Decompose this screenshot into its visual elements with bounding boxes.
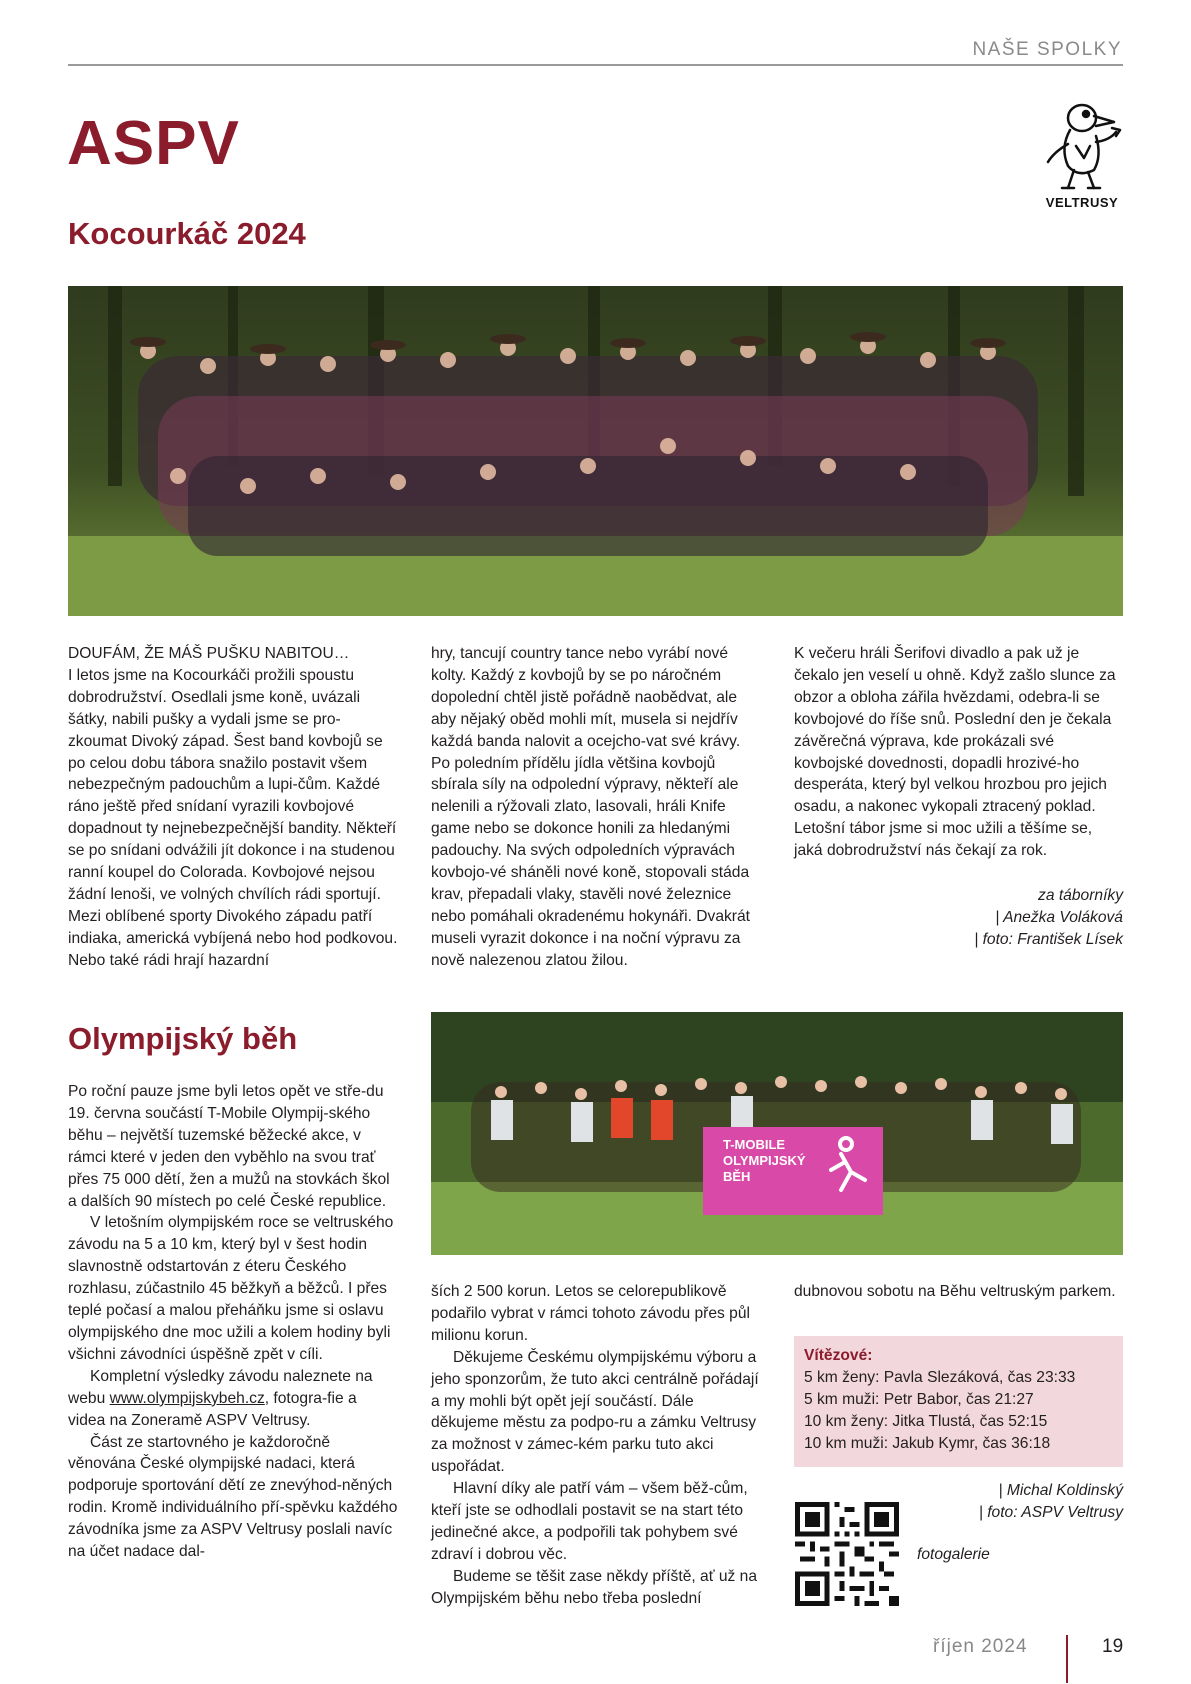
credit-line: | Michal Koldinský xyxy=(998,1482,1123,1499)
article1-column-3 xyxy=(794,643,1124,862)
winner-item: 5 km muži: Petr Babor, čas 21:27 xyxy=(804,1390,1034,1408)
credit-line: | foto: ASPV Veltrusy xyxy=(978,1503,1123,1521)
article1-paragraph: I letos jsme na Kocourkáči prožili spoustu dobrodružství. Osedlali jsme koně, uvázali šátky, nabili pušky a vydali jsme se pro-zkoumat Divoký západ. Šest band kovbojů se po celou dobu tábora snažilo postavit všem nebezpečným padouchům a lupi-čům. Každé ráno ještě před snídaní vyrazili kovbojové dopadnout ty nejnebezpečnější bandity. Někteří se po snídani odvážili jít dokonce i na studenou ranní koupel do Colorada. Kovbojové nejsou žádní lenoši, ve volných chvílích rádi sportují. Mezi oblíbené sporty Divokého západu patří indiaka, americká vybíjená nebo hod podkovou. Nebo také rádi hrají hazardní xyxy=(68,666,398,969)
camp-group-photo xyxy=(68,286,1123,616)
header-rule xyxy=(68,64,1123,66)
qr-label: fotogalerie xyxy=(917,1546,990,1563)
veltrusy-logo xyxy=(1038,96,1126,210)
article-heading: Olympijský běh xyxy=(68,1021,298,1056)
article2-paragraph: dubnovou sobotu na Běhu veltruským parkem. xyxy=(794,1283,1116,1300)
winner-item: 10 km ženy: Jitka Tlustá, čas 52:15 xyxy=(804,1412,1048,1430)
footer-divider xyxy=(1066,1635,1068,1683)
article1-column-1 xyxy=(68,643,398,972)
article2-paragraph: ších 2 500 korun. Letos se celorepublikově podařilo vybrat v rámci tohoto závodu přes půl milionu korun. xyxy=(431,1283,750,1344)
credit-line: | foto: František Lísek xyxy=(974,930,1123,948)
article2-paragraph: Budeme se těšit zase někdy příště, ať už na Olympijském běhu nebo třeba poslední xyxy=(431,1567,758,1607)
crow-mascot-icon xyxy=(1038,96,1126,192)
article2-column-3 xyxy=(794,1281,1124,1303)
run-group-photo xyxy=(431,1012,1123,1255)
page-number: 19 xyxy=(1102,1636,1124,1657)
banner-line: BĚH xyxy=(723,1169,751,1184)
article1-paragraph: hry, tancují country tance nebo vyrábí nové kolty. Každý z kovbojů by se po náročném dopolední chtěl jistě pořádně naobědvat, ale aby nějaký oběd mohli mít, musela si nejdřív každá banda nalovit a ocejcho-vat své krávy. Po poledním přídělu jídla většina kovbojů sbírala síly na odpolední výpravy, někteří ale nelenili a rýžovali zlato, lasovali, hráli Knife game nebo se dokonce honili za hledanými padouchy. Na svých odpoledních výpravách kovbojo-vé sháněli nové koně, stopovali stáda krav, přepadali vlaky, stavěli nové železnice nebo pomáhali okradenému hokynáři. Dvakrát museli vyrazit dokonce i na noční výpravu za nově nalezenou zlatou žilou. xyxy=(431,645,750,969)
article2-paragraph: V letošním olympijském roce se veltruského závodu na 5 a 10 km, který byl v šest hodin slavnostně odstartován z éteru Českého rozhlasu, zúčastnilo 45 běžkyň a běžců. I přes teplé počasí a malou přeháňku jsme si oslavu olympijského dne moc užili a kolem hodiny byli všichni závodníci úspěšně zpět v cíli. xyxy=(68,1214,394,1363)
article2-paragraph: Děkujeme Českému olympijskému výboru a jeho sponzorům, že tuto akci centrálně pořádají a my mohli být opět její součástí. Dále děkujeme městu za podpo-ru a zámku Veltrusy za možnost v zámec-kém parku tuto akci uspořádat. xyxy=(431,1348,759,1476)
results-text-tail: , fotogra-fie a videa na Zoneramě ASPV Veltrusy. xyxy=(68,1389,357,1429)
olympijskybeh-link[interactable]: www.olympijskybeh.cz xyxy=(109,1389,265,1407)
article1-credits xyxy=(794,885,1123,951)
logo-text: VELTRUSY xyxy=(1045,195,1119,210)
article1-paragraph: K večeru hráli Šerifovi divadlo a pak už je čekalo jen veselí u ohně. Když zašlo slunce za obzor a obloha zářila hvězdami, odebra-li se kovbojové do říše snů. Poslední den je čekala závěrečná výprava, kde prokázali své kovbojské dovednosti, dopadli hrozivé-ho desperáta, který byl velkou hrozbou pro jejich osadu, a nakonec vykopali ztracený poklad. Letošní tábor jsme si moc užili a těšíme se, jaká dobrodružství nás čekají za rok. xyxy=(794,645,1116,860)
winner-item: 5 km ženy: Pavla Slezáková, čas 23:33 xyxy=(804,1368,1076,1386)
section-tag: NAŠE SPOLKY xyxy=(972,39,1122,60)
article2-paragraph: Hlavní díky ale patří vám – všem běž-cům, kteří jste se odhodlali postavit se na start této jedinečné akce, a podpořili tak pohybem své zdraví i dobrou věc. xyxy=(431,1480,748,1563)
winners-title: Vítězové: xyxy=(804,1347,873,1364)
article1-lead: DOUFÁM, ŽE MÁŠ PUŠKU NABITOU… xyxy=(68,645,350,662)
issue-date: říjen 2024 xyxy=(933,1636,1028,1657)
winners-box xyxy=(794,1336,1123,1467)
credit-line: za táborníky xyxy=(1038,887,1123,904)
article-heading: Kocourkáč 2024 xyxy=(68,216,306,251)
article2-paragraph xyxy=(68,1366,398,1432)
banner-line: OLYMPIJSKÝ xyxy=(723,1153,806,1168)
qr-code[interactable] xyxy=(795,1502,899,1606)
winner-item: 10 km muži: Jakub Kymr, čas 36:18 xyxy=(804,1434,1051,1452)
article2-column-1 xyxy=(68,1081,398,1563)
results-text: Kompletní výsledky závodu naleznete na webu xyxy=(68,1367,373,1407)
page-title: ASPV xyxy=(67,109,240,178)
article1-column-2 xyxy=(431,643,761,972)
banner-line: T-MOBILE xyxy=(723,1137,786,1152)
credit-line: | Anežka Voláková xyxy=(995,908,1123,926)
article2-paragraph: Po roční pauze jsme byli letos opět ve stře-du 19. června součástí T-Mobile Olympij-ského běhu – největší tuzemské běžecké akce, v rámci které v jeden den vyběhlo na svou trať přes 75 000 dětí, žen a mužů na stovkách škol a dalších 90 místech po celé České republice. xyxy=(68,1083,390,1210)
article2-column-2 xyxy=(431,1281,761,1610)
article2-paragraph: Část ze startovného je každoročně věnována České olympijské nadaci, která podporuje sportování dětí ze znevýhod-něných rodin. Kromě individuálního pří-spěvku každého závodníka jsme za ASPV Veltrusy poslali navíc na účet nadace dal- xyxy=(68,1433,398,1561)
